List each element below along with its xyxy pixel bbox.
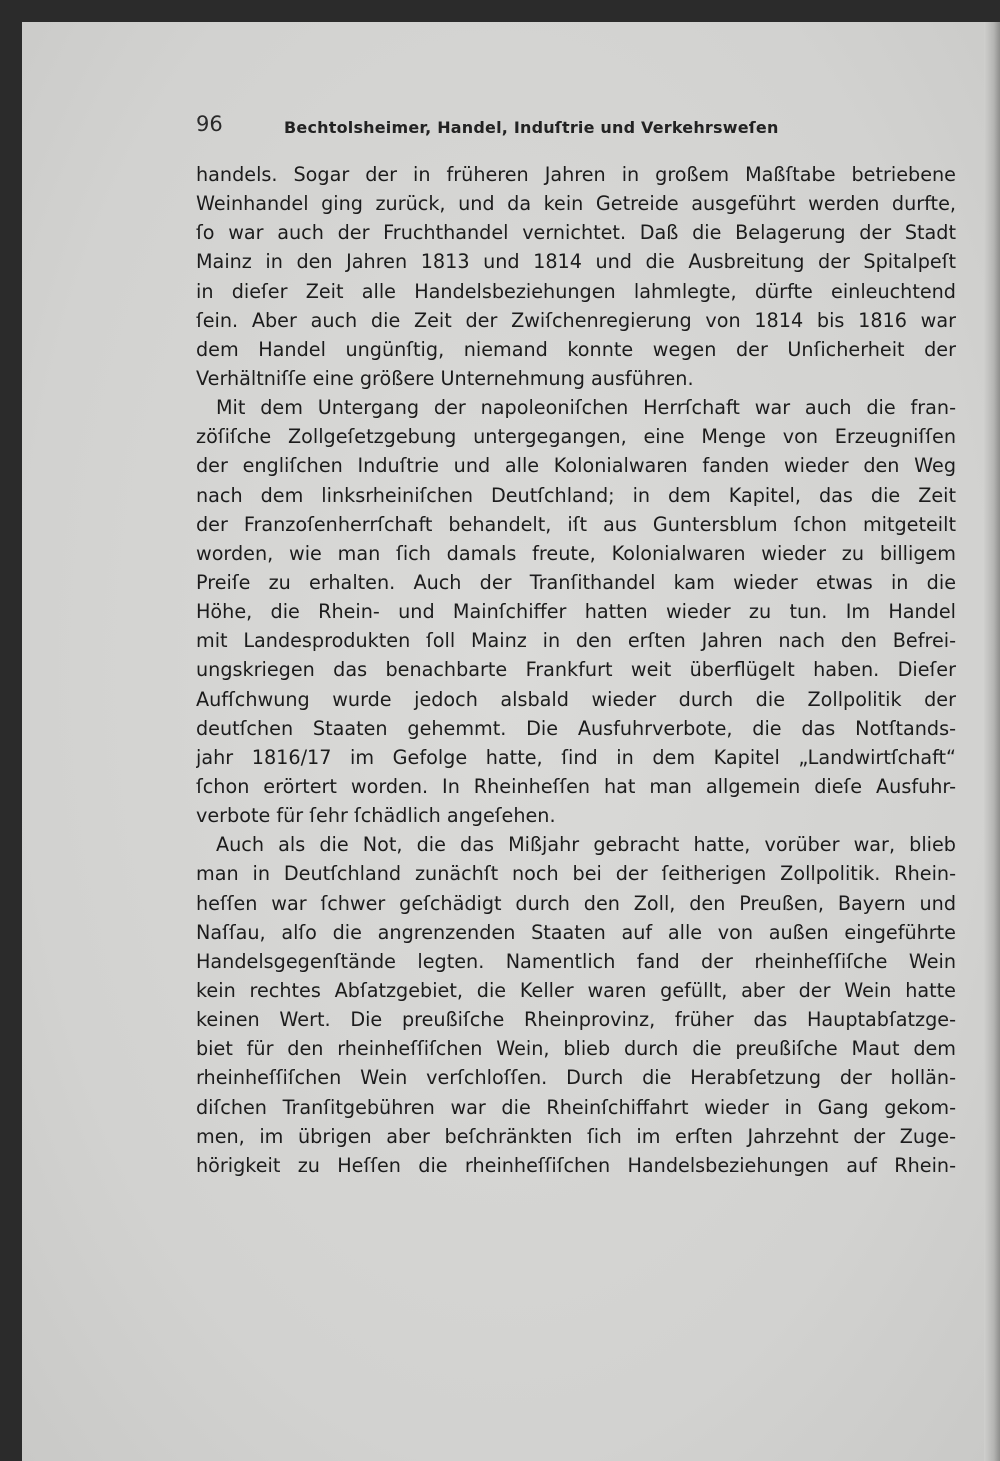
page-number: 96: [196, 112, 223, 136]
text-line: ſchon erörtert worden. In Rheinheſſen hat man allgemein dieſe Ausfuhr-: [196, 774, 956, 798]
text-line: jahr 1816/17 im Gefolge hatte, ſind in dem Kapitel „Landwirtſchaft“: [196, 745, 956, 769]
text-line: mit Landesprodukten ſoll Mainz in den erſten Jahren nach den Befrei-: [196, 629, 956, 653]
body-text: [196, 160, 956, 1180]
running-head: Bechtolsheimer, Handel, Induſtrie und Verkehrsweſen: [284, 118, 779, 137]
text-line: handels. Sogar der in früheren Jahren in großem Maßſtabe betriebene: [196, 163, 956, 186]
text-line: ſo war auch der Fruchthandel vernichtet. Daß die Belagerung der Stadt: [196, 221, 956, 245]
text-line: deutſchen Staaten gehemmt. Die Ausfuhrverbote, die das Notſtands-: [196, 716, 956, 740]
text-line: hörigkeit zu Heſſen die rheinheſſiſchen Handelsbeziehungen auf Rhein-: [196, 1153, 956, 1177]
text-line: in dieſer Zeit alle Handelsbeziehungen lahmlegte, dürfte einleuchtend: [196, 279, 956, 303]
text-line: ungskriegen das benachbarte Frankfurt weit überflügelt haben. Dieſer: [196, 658, 956, 682]
text-line: Aufſchwung wurde jedoch alsbald wieder durch die Zollpolitik der: [196, 687, 956, 711]
text-line: verbote für ſehr ſchädlich angeſehen.: [196, 804, 556, 828]
text-line: der Franzoſenherrſchaft behandelt, iſt aus Guntersblum ſchon mitgeteilt: [196, 512, 956, 536]
text-line: Mainz in den Jahren 1813 und 1814 und die Ausbreitung der Spitalpeſt: [196, 250, 956, 274]
text-line: der engliſchen Induſtrie und alle Kolonialwaren fanden wieder den Weg: [196, 454, 956, 478]
text-line: dem Handel ungünſtig, niemand konnte wegen der Unſicherheit der: [196, 337, 956, 361]
text-line: Handelsgegenſtände legten. Namentlich fand der rheinheſſiſche Wein: [196, 949, 956, 973]
page-header: [196, 108, 956, 144]
text-line: Weinhandel ging zurück, und da kein Getreide ausgeführt werden durfte,: [196, 192, 956, 216]
text-line: biet für den rheinheſſiſchen Wein, blieb durch die preußiſche Maut dem: [196, 1037, 956, 1061]
text-line: Verhältniſſe eine größere Unternehmung ausführen.: [196, 366, 694, 390]
text-line: Auch als die Not, die das Mißjahr gebracht hatte, vorüber war, blieb: [216, 833, 956, 857]
text-line: diſchen Tranſitgebühren war die Rheinſchiffahrt wieder in Gang gekom-: [196, 1095, 956, 1119]
text-line: Naſſau, alſo die angrenzenden Staaten auf alle von außen eingeführte: [196, 920, 956, 944]
text-line: worden, wie man ſich damals freute, Kolonialwaren wieder zu billigem: [196, 541, 956, 565]
text-line: zöſiſche Zollgeſetzgebung untergegangen, eine Menge von Erzeugniſſen: [196, 425, 956, 449]
text-line: keinen Wert. Die preußiſche Rheinprovinz, früher das Hauptabſatzge-: [196, 1008, 956, 1032]
text-line: heſſen war ſchwer geſchädigt durch den Zoll, den Preußen, Bayern und: [196, 891, 956, 915]
text-line: nach dem linksrheiniſchen Deutſchland; in dem Kapitel, das die Zeit: [196, 483, 956, 507]
text-line: rheinheſſiſchen Wein verſchloſſen. Durch die Herabſetzung der hollän-: [196, 1066, 956, 1090]
text-line: Höhe, die Rhein- und Mainſchiffer hatten wieder zu tun. Im Handel: [196, 600, 956, 624]
page-edge-shadow: [984, 22, 1000, 1461]
text-line: kein rechtes Abſatzgebiet, die Keller waren gefüllt, aber der Wein hatte: [196, 978, 956, 1002]
text-line: man in Deutſchland zunächſt noch bei der ſeitherigen Zollpolitik. Rhein-: [196, 862, 956, 886]
text-line: Mit dem Untergang der napoleoniſchen Herrſchaft war auch die fran-: [216, 396, 956, 420]
text-line: ſein. Aber auch die Zeit der Zwiſchenregierung von 1814 bis 1816 war: [196, 308, 956, 332]
text-line: men, im übrigen aber beſchränkten ſich im erſten Jahrzehnt der Zuge-: [196, 1124, 956, 1148]
text-line: Preiſe zu erhalten. Auch der Tranſithandel kam wieder etwas in die: [196, 570, 956, 594]
